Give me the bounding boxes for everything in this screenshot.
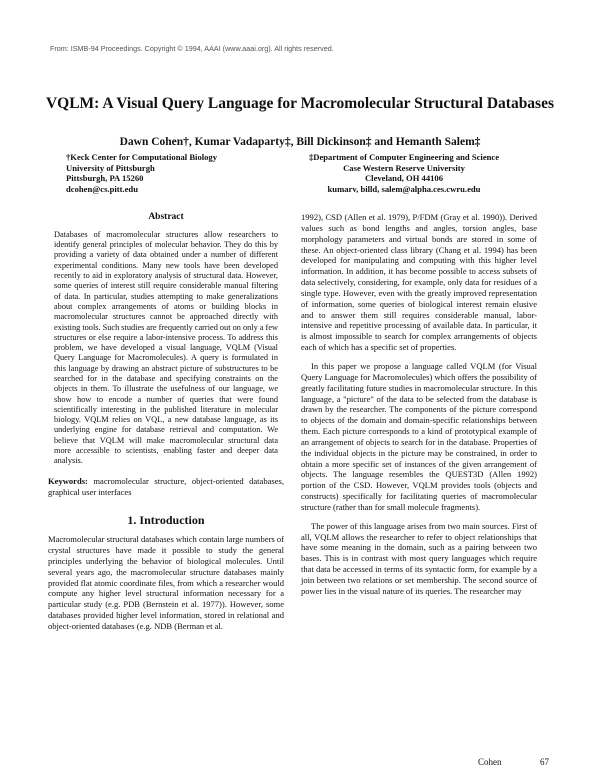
paper-title: VQLM: A Visual Query Language for Macromolecular Structural Databases <box>45 95 555 112</box>
keywords <box>48 476 284 498</box>
left-column <box>48 212 284 632</box>
body-paragraph: In this paper we propose a language called VQLM (for Visual Query Language for Macromolecules) which offers the possibility of greatly facilitating future studies in macromolecular structure. In this language, a "picture" of the data to be selected from the database is drawn by the researcher. The components of the picture correspond to objects of the domain and domain-specific relationships between them. Each picture corresponds to a kind of prototypical example of an arrangement of objects to search for in the database. Properties of the individual objects in the picture may be constrained, in order to obtain a more specific set of instances of the given arrangement of objects. The language resembles the QUEST3D (Allen 1992) portion of the CSD. However, VQLM provides tools (objects and constructs) specifically for facilitating queries of macromolecular structure (rather than for small molecule fragments). <box>301 360 537 512</box>
affiliation-right-line: ‡Department of Computer Engineering and Science <box>308 152 500 162</box>
author-list: Dawn Cohen†, Kumar Vadaparty‡, Bill Dickinson‡ and Hemanth Salem‡ <box>119 136 481 148</box>
affiliation-left <box>66 152 217 194</box>
affiliation-right <box>270 152 538 194</box>
footer-author: Cohen <box>478 757 502 767</box>
page-number: 67 <box>540 757 549 767</box>
affiliation-right-line: Case Western Reserve University <box>343 162 465 173</box>
affiliation-left-line: †Keck Center for Computational Biology <box>66 152 218 162</box>
intro-paragraph: Macromolecular structural databases which contain large numbers of crystal structures have made it possible to study the general principles underlying the behavior of biological molecules. Until several years ago, the macromolecular structure databases mainly provided flat atomic coordinate files, from which a researcher would compute any higher level structural information necessary for a particular study (e.g. PDB (Bernstein et al. 1977)). However, some databases provided higher level information, stored in relational and object-oriented databases (e.g. NDB (Berman et al. <box>48 534 284 631</box>
abstract-heading: Abstract <box>148 212 184 222</box>
affiliation-left-line: Pittsburgh, PA 15260 <box>66 173 144 184</box>
affiliation-left-email: dcohen@cs.pitt.edu <box>66 183 138 194</box>
body-paragraph: 1992), CSD (Allen et al. 1979), P/FDM (Gray et al. 1990)). Derived values such as bond lengths and angles, torsion angles, base morphology parameters and virtual bonds are stored in some of these. An object-oriented class library (Chang et al. 1994) has been developed for manipulating and computing with this higher level information. In addition, it has become possible to access subsets of data selectively, considering, for example, only data for residues of a single type. However, even with the greatly improved representation of information, some queries of biological interest remain elusive and to answer them still requires considerable manual, labor-intensive and repetitive processing of available data. In particular, it is almost impossible to search for complex arrangements of objects each of which has a specific set of properties. <box>301 212 537 353</box>
affiliation-right-line: Cleveland, OH 44106 <box>364 173 444 184</box>
section-heading: 1. Introduction <box>127 513 205 528</box>
right-column <box>301 212 537 597</box>
abstract-text: Databases of macromolecular structures allow researchers to identify general principles of molecular behavior. They do this by providing a variety of data obtained under a number of different experimental conditions. Many new tools have been developed recently to aid in exploratory analysis of structural data. However, some queries of interest still require considerable manual filtering of data. In particular, studies attempting to make generalizations about complex arrangements of atoms or building blocks in macromolecular structures cannot be approached directly with existing tools. Such studies are frequently carried out on only a few structures or else require a labor-intensive process. To address this problem, we have developed a visual language, VQLM (Visual Query Language for Macromolecules). A query is formulated in this language by drawing an abstract picture of substructures to be searched for in the database and specifying constraints on the objects in them. To illustrate the usefulness of our language, we show how to encode a number of queries that were found scientifically interesting in the published literature in molecular biology. VQLM relies on VQL, a new database language, as its underlying engine for database retrieval and computation. We believe that VQLM will make macromolecular structural data more accessible to scientists, enabling faster and deeper data analysis. <box>54 229 278 466</box>
affiliation-right-email: kumarv, billd, salem@alpha.ces.cwru.edu <box>327 183 481 194</box>
keywords-text: macromolecular structure, object-oriented databases, graphical user interfaces <box>48 475 284 497</box>
body-paragraph: The power of this language arises from two main sources. First of all, VQLM allows the researcher to refer to object relationships that have some meaning in the domain, such as a pairing between two bases. This is in contrast with most query languages which require that data be accessed in terms of its syntactic form, for example by a join between two relations or set membership. The second source of power lies in the visual nature of its queries. The researcher may <box>301 520 537 596</box>
source-line: From: ISMB-94 Proceedings. Copyright © 1994, AAAI (www.aaai.org). All rights reserved. <box>50 44 334 53</box>
keywords-label: Keywords: <box>48 475 88 486</box>
affiliation-left-line: University of Pittsburgh <box>66 162 155 173</box>
